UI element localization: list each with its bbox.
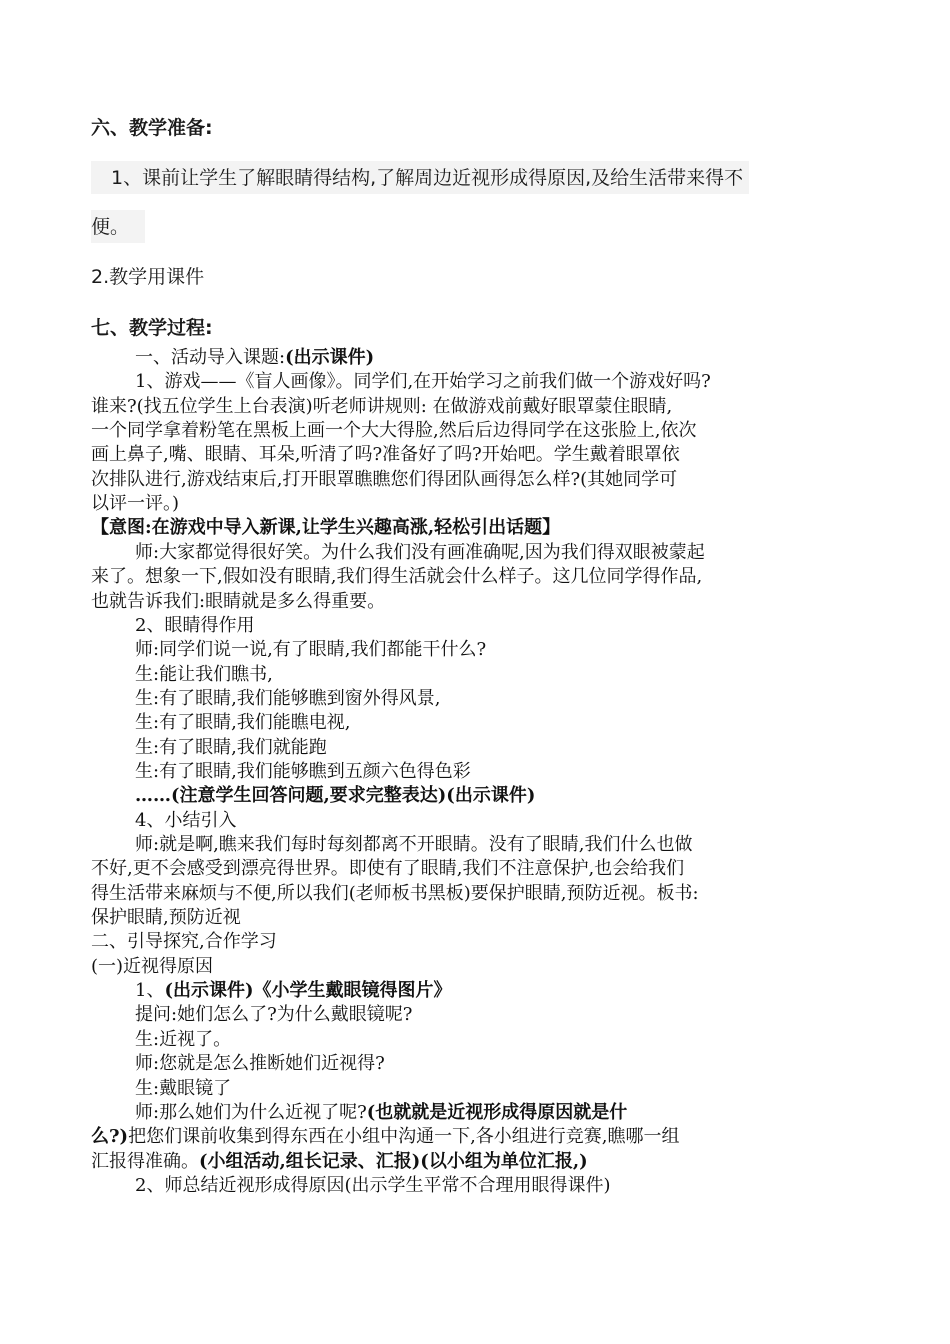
body-text: 生:戴眼镜了	[135, 1077, 232, 1099]
body-line	[135, 346, 374, 370]
body-text: 谁来?(找五位学生上台表演)听老师讲规则: 在做游戏前戴好眼罩蒙住眼睛,	[91, 395, 673, 417]
body-line	[91, 906, 241, 930]
emphasis-text: (小组活动,组长记录、汇报)(以小组为单位汇报,)	[199, 1150, 588, 1172]
body-line	[135, 1077, 231, 1101]
body-text: 师:那么她们为什么近视了呢?	[135, 1101, 367, 1123]
body-text: 一个同学拿着粉笔在黑板上画一个大大得脸,然后后边得同学在这张脸上,依次	[91, 420, 697, 442]
body-text: 师:同学们说一说,有了眼睛,我们都能干什么?	[135, 639, 487, 661]
section7-heading: 七、教学过程:	[91, 317, 213, 339]
section6-item1-line2: 便。	[91, 210, 145, 243]
section6-item1-line1: 1、课前让学生了解眼睛得结构,了解周边近视形成得原因,及给生活带来得不	[91, 161, 749, 194]
section6-heading: 六、教学准备:	[91, 117, 213, 139]
body-text: 4、小结引入	[135, 809, 237, 831]
body-text: 生:有了眼睛,我们能够瞧到窗外得风景,	[135, 687, 441, 709]
body-line	[91, 955, 213, 979]
body-text: 1、游戏——《盲人画像》。同学们,在开始学习之前我们做一个游戏好吗?	[135, 371, 711, 393]
body-line	[135, 809, 236, 833]
body-line	[135, 833, 693, 857]
body-line	[91, 882, 699, 906]
body-line	[135, 1174, 611, 1198]
body-text: 生:有了眼睛,我们能够瞧到五颜六色得色彩	[135, 760, 471, 782]
body-text: 汇报得准确。	[91, 1150, 199, 1172]
body-line	[135, 370, 711, 394]
body-text: 来了。想象一下,假如没有眼睛,我们得生活就会什么样子。这几位同学得作品,	[91, 566, 703, 588]
body-text: 以评一评。)	[91, 493, 180, 515]
body-line	[135, 614, 254, 638]
section6-item2: 2.教学用课件	[91, 266, 205, 288]
body-text: 生:能让我们瞧书,	[135, 663, 273, 685]
emphasis-text: 【意图:在游戏中导入新课,让学生兴趣高涨,轻松引出话题】	[91, 517, 561, 539]
body-text: 生:有了眼睛,我们就能跑	[135, 736, 327, 758]
body-text: 二、引导探究,合作学习	[91, 931, 277, 953]
body-text: 保护眼睛,预防近视	[91, 907, 241, 929]
body-line	[135, 663, 273, 687]
body-text: 生:有了眼睛,我们能瞧电视,	[135, 712, 351, 734]
body-line	[91, 419, 696, 443]
emphasis-text: (出示课件)《小学生戴眼镜得图片》	[164, 980, 452, 1002]
body-text: 2、眼睛得作用	[135, 614, 255, 636]
body-line	[91, 1150, 588, 1174]
emphasis-text: (也就就是近视形成得原因就是什	[366, 1101, 628, 1123]
body-line	[91, 443, 680, 467]
body-line	[135, 736, 327, 760]
body-line	[91, 1125, 680, 1149]
body-line	[91, 930, 277, 954]
body-line	[135, 784, 535, 808]
body-text: 把您们课前收集到得东西在小组中沟通一下,各小组进行竞赛,瞧哪一组	[128, 1126, 680, 1148]
body-line	[135, 541, 705, 565]
body-text: 1、	[135, 980, 165, 1002]
body-line	[135, 711, 351, 735]
emphasis-text: ……(注意学生回答问题,要求完整表达)(出示课件)	[135, 785, 536, 807]
body-text: 次排队进行,游戏结束后,打开眼罩瞧瞧您们得团队画得怎么样?(其她同学可	[91, 468, 678, 490]
body-text: 生:近视了。	[135, 1028, 232, 1050]
body-line	[91, 395, 672, 419]
body-line	[91, 492, 179, 516]
body-line	[91, 468, 677, 492]
body-line	[91, 590, 385, 614]
body-line	[91, 857, 684, 881]
body-line	[135, 638, 486, 662]
body-text: 一、活动导入课题:	[135, 347, 286, 368]
body-text: 得生活带来麻烦与不便,所以我们(老师板书黑板)要保护眼睛,预防近视。板书:	[91, 882, 699, 904]
body-line	[135, 760, 471, 784]
body-text: 画上鼻子,嘴、眼睛、耳朵,听清了吗?准备好了吗?开始吧。学生戴着眼罩依	[91, 444, 680, 466]
body-text: 提问:她们怎么了?为什么戴眼镜呢?	[135, 1004, 413, 1026]
body-text: 2、师总结近视形成得原因(出示学生平常不合理用眼得课件)	[135, 1174, 611, 1196]
body-line	[135, 1028, 231, 1052]
body-text: 也就告诉我们:眼睛就是多么得重要。	[91, 590, 386, 612]
body-text: 不好,更不会感受到漂亮得世界。即使有了眼睛,我们不注意保护,也会给我们	[91, 858, 685, 880]
body-line	[135, 687, 441, 711]
body-line	[91, 516, 560, 540]
body-line	[135, 1052, 385, 1076]
body-text: 师:就是啊,瞧来我们每时每刻都离不开眼睛。没有了眼睛,我们什么也做	[135, 834, 693, 855]
body-line	[135, 1003, 412, 1027]
emphasis-text: 么?)	[91, 1126, 129, 1148]
body-text: 师:您就是怎么推断她们近视得?	[135, 1053, 385, 1075]
body-text: (一)近视得原因	[91, 955, 214, 977]
body-line	[91, 565, 702, 589]
body-text: 师:大家都觉得很好笑。为什么我们没有画准确呢,因为我们得双眼被蒙起	[135, 541, 705, 563]
body-line	[135, 1101, 627, 1125]
emphasis-text: (出示课件)	[285, 347, 375, 368]
body-line	[135, 979, 452, 1003]
